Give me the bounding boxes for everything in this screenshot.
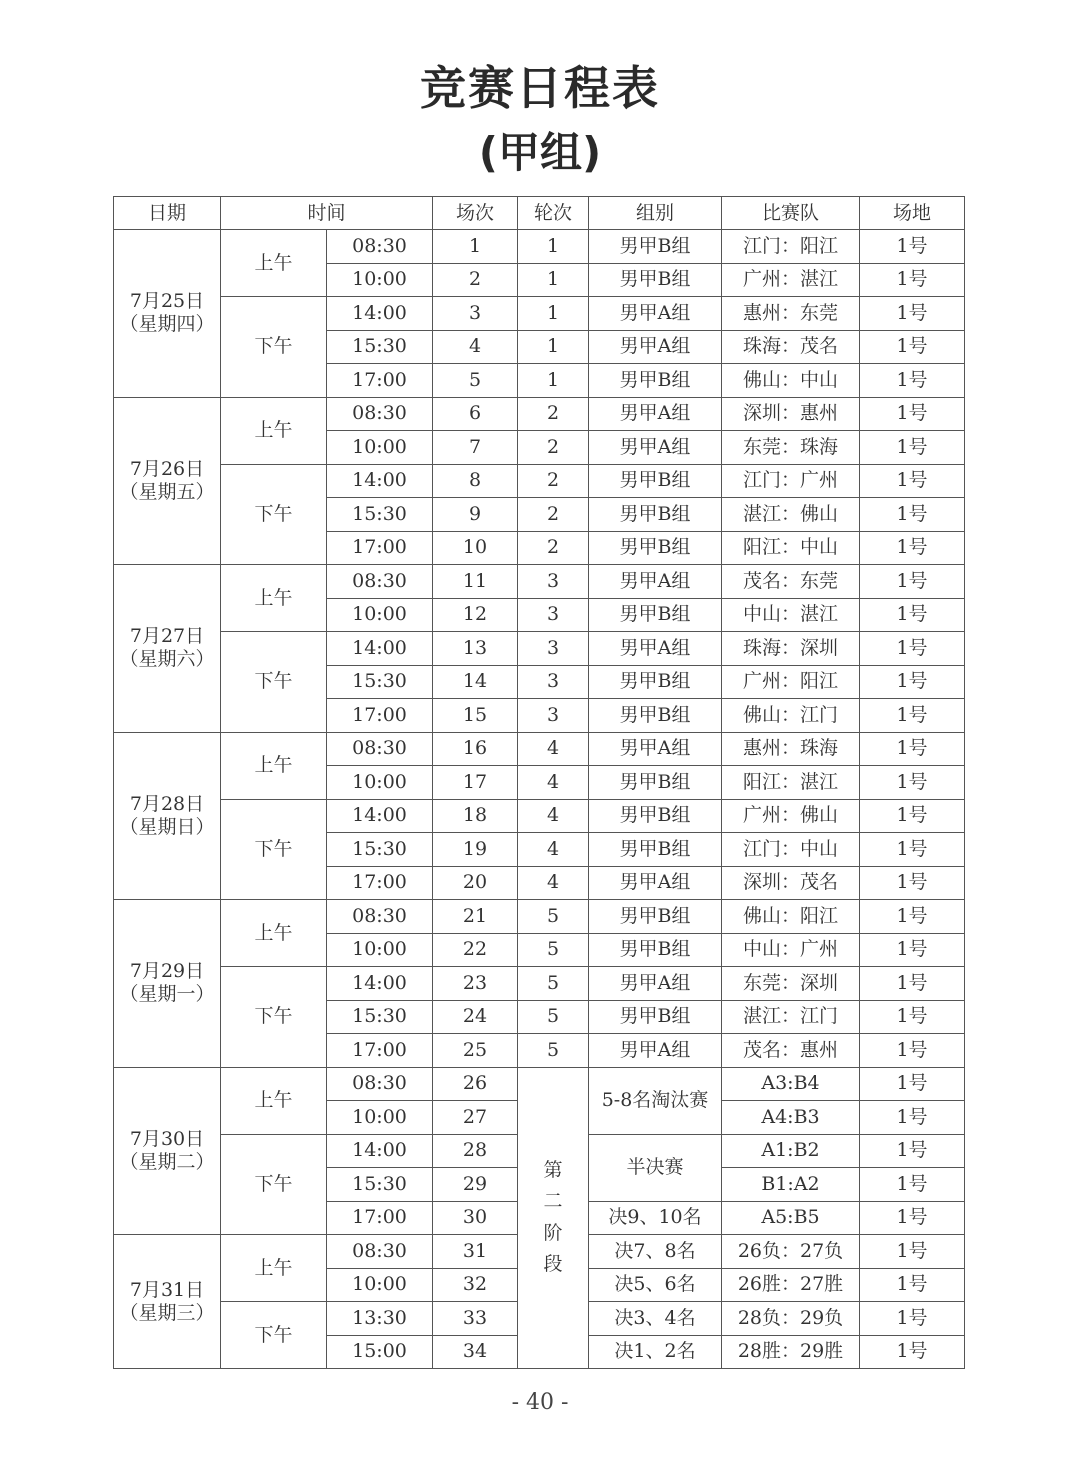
match-group: 5-8名淘汰赛: [589, 1067, 722, 1134]
match-group: 男甲A组: [589, 866, 722, 900]
date-label: 7月26日: [129, 457, 205, 480]
match-teams: 28胜：29胜: [722, 1335, 860, 1369]
header-venue: 场地: [860, 197, 965, 230]
match-time: 08:30: [327, 230, 433, 264]
match-round: 2: [518, 464, 589, 498]
match-time: 10:00: [327, 933, 433, 967]
match-number: 22: [433, 933, 518, 967]
match-teams: B1:A2: [722, 1168, 860, 1202]
match-teams: 珠海：茂名: [722, 330, 860, 364]
match-round: 3: [518, 699, 589, 733]
table-row: [114, 799, 965, 833]
match-venue: 1号: [860, 364, 965, 398]
match-time: 08:30: [327, 1067, 433, 1101]
match-venue: 1号: [860, 498, 965, 532]
match-group: 决1、2名: [589, 1335, 722, 1369]
match-number: 16: [433, 732, 518, 766]
date-label: 7月25日: [129, 290, 205, 313]
match-time: 15:30: [327, 330, 433, 364]
period-pm: 下午: [221, 967, 327, 1068]
match-venue: 1号: [860, 732, 965, 766]
date-cell: [114, 900, 221, 1068]
period-am: 上午: [221, 397, 327, 464]
match-number: 9: [433, 498, 518, 532]
match-time: 08:30: [327, 900, 433, 934]
match-venue: 1号: [860, 1168, 965, 1202]
match-group: 男甲B组: [589, 665, 722, 699]
page-number: - 40 -: [511, 1390, 569, 1415]
period-am: 上午: [221, 732, 327, 799]
match-time: 15:30: [327, 498, 433, 532]
match-number: 33: [433, 1302, 518, 1336]
match-venue: 1号: [860, 230, 965, 264]
weekday-label: （星期六）: [119, 648, 215, 671]
match-venue: 1号: [860, 565, 965, 599]
match-round: 5: [518, 1000, 589, 1034]
match-number: 21: [433, 900, 518, 934]
match-venue: 1号: [860, 833, 965, 867]
match-teams: 广州：湛江: [722, 263, 860, 297]
match-venue: 1号: [860, 1335, 965, 1369]
period-am: 上午: [221, 230, 327, 297]
match-group: 男甲B组: [589, 1000, 722, 1034]
match-time: 17:00: [327, 1201, 433, 1235]
date-label: 7月27日: [129, 625, 205, 648]
period-am: 上午: [221, 565, 327, 632]
header-match-no: 场次: [433, 197, 518, 230]
match-number: 10: [433, 531, 518, 565]
match-teams: 茂名：东莞: [722, 565, 860, 599]
match-group: 男甲B组: [589, 531, 722, 565]
period-pm: 下午: [221, 464, 327, 565]
match-time: 10:00: [327, 431, 433, 465]
match-time: 15:30: [327, 1000, 433, 1034]
match-group: 半决赛: [589, 1134, 722, 1201]
match-time: 15:30: [327, 1168, 433, 1202]
period-pm: 下午: [221, 297, 327, 398]
match-round: 5: [518, 967, 589, 1001]
match-number: 2: [433, 263, 518, 297]
match-venue: 1号: [860, 397, 965, 431]
match-number: 3: [433, 297, 518, 331]
schedule-table: [113, 196, 965, 1369]
match-teams: 26负：27负: [722, 1235, 860, 1269]
match-venue: 1号: [860, 699, 965, 733]
match-group: 男甲A组: [589, 330, 722, 364]
match-number: 12: [433, 598, 518, 632]
match-venue: 1号: [860, 1034, 965, 1068]
match-venue: 1号: [860, 464, 965, 498]
match-teams: A5:B5: [722, 1201, 860, 1235]
match-number: 23: [433, 967, 518, 1001]
date-label: 7月28日: [129, 792, 205, 815]
match-venue: 1号: [860, 1302, 965, 1336]
match-round: 5: [518, 1034, 589, 1068]
match-time: 14:00: [327, 632, 433, 666]
match-venue: 1号: [860, 1101, 965, 1135]
match-number: 1: [433, 230, 518, 264]
match-teams: 惠州：珠海: [722, 732, 860, 766]
match-group: 男甲B组: [589, 498, 722, 532]
table-row: [114, 967, 965, 1001]
match-round: 4: [518, 732, 589, 766]
match-round: 1: [518, 364, 589, 398]
match-round: 1: [518, 230, 589, 264]
match-time: 17:00: [327, 364, 433, 398]
period-pm: 下午: [221, 1302, 327, 1369]
date-cell: [114, 732, 221, 900]
match-venue: 1号: [860, 900, 965, 934]
match-teams: 26胜：27胜: [722, 1268, 860, 1302]
match-time: 17:00: [327, 1034, 433, 1068]
table-row: [114, 632, 965, 666]
match-venue: 1号: [860, 1201, 965, 1235]
match-teams: 江门：广州: [722, 464, 860, 498]
match-teams: A4:B3: [722, 1101, 860, 1135]
match-group: 男甲A组: [589, 397, 722, 431]
date-cell: [114, 1235, 221, 1369]
match-number: 6: [433, 397, 518, 431]
match-number: 27: [433, 1101, 518, 1135]
table-row: [114, 464, 965, 498]
weekday-label: （星期三）: [119, 1301, 215, 1324]
match-round: 2: [518, 531, 589, 565]
match-number: 13: [433, 632, 518, 666]
match-venue: 1号: [860, 263, 965, 297]
match-group: 男甲B组: [589, 900, 722, 934]
period-am: 上午: [221, 1235, 327, 1302]
match-group: 男甲B组: [589, 699, 722, 733]
match-teams: 阳江：湛江: [722, 766, 860, 800]
match-venue: 1号: [860, 632, 965, 666]
match-number: 15: [433, 699, 518, 733]
match-round: 4: [518, 766, 589, 800]
header-time: 时间: [221, 197, 433, 230]
match-group: 男甲B组: [589, 263, 722, 297]
header-round: 轮次: [518, 197, 589, 230]
stage-two-label: [518, 1067, 589, 1369]
match-venue: 1号: [860, 665, 965, 699]
match-number: 25: [433, 1034, 518, 1068]
match-venue: 1号: [860, 330, 965, 364]
match-time: 08:30: [327, 732, 433, 766]
match-number: 29: [433, 1168, 518, 1202]
header-teams: 比赛队: [722, 197, 860, 230]
match-teams: 佛山：中山: [722, 364, 860, 398]
table-row: [114, 230, 965, 264]
match-venue: 1号: [860, 866, 965, 900]
match-number: 31: [433, 1235, 518, 1269]
weekday-label: （星期一）: [119, 983, 215, 1006]
table-row: [114, 732, 965, 766]
page-subtitle: (甲组): [478, 128, 602, 177]
match-group: 决7、8名: [589, 1235, 722, 1269]
table-row: [114, 397, 965, 431]
date-label: 7月29日: [129, 960, 205, 983]
match-time: 10:00: [327, 263, 433, 297]
stage-char: 第: [543, 1159, 563, 1182]
match-number: 18: [433, 799, 518, 833]
match-teams: 湛江：佛山: [722, 498, 860, 532]
match-number: 19: [433, 833, 518, 867]
match-teams: 28负：29负: [722, 1302, 860, 1336]
match-round: 5: [518, 933, 589, 967]
match-round: 4: [518, 833, 589, 867]
match-number: 30: [433, 1201, 518, 1235]
match-round: 5: [518, 900, 589, 934]
match-group: 男甲A组: [589, 297, 722, 331]
match-time: 17:00: [327, 866, 433, 900]
weekday-label: （星期四）: [119, 313, 215, 336]
match-time: 14:00: [327, 464, 433, 498]
match-round: 1: [518, 297, 589, 331]
match-time: 08:30: [327, 1235, 433, 1269]
match-number: 7: [433, 431, 518, 465]
match-venue: 1号: [860, 1067, 965, 1101]
match-number: 5: [433, 364, 518, 398]
match-teams: 阳江：中山: [722, 531, 860, 565]
match-venue: 1号: [860, 1235, 965, 1269]
period-am: 上午: [221, 1067, 327, 1134]
match-group: 决3、4名: [589, 1302, 722, 1336]
table-row: [114, 900, 965, 934]
match-venue: 1号: [860, 598, 965, 632]
period-pm: 下午: [221, 1134, 327, 1235]
match-venue: 1号: [860, 531, 965, 565]
match-time: 14:00: [327, 297, 433, 331]
match-group: 男甲B组: [589, 464, 722, 498]
match-number: 8: [433, 464, 518, 498]
match-group: 决5、6名: [589, 1268, 722, 1302]
weekday-label: （星期五）: [119, 480, 215, 503]
match-group: 男甲B组: [589, 799, 722, 833]
match-teams: 广州：阳江: [722, 665, 860, 699]
match-teams: 湛江：江门: [722, 1000, 860, 1034]
match-venue: 1号: [860, 1000, 965, 1034]
period-am: 上午: [221, 900, 327, 967]
match-teams: 中山：湛江: [722, 598, 860, 632]
match-number: 11: [433, 565, 518, 599]
match-group: 男甲A组: [589, 1034, 722, 1068]
date-label: 7月30日: [129, 1127, 205, 1150]
match-group: 决9、10名: [589, 1201, 722, 1235]
match-time: 10:00: [327, 1101, 433, 1135]
match-teams: 东莞：深圳: [722, 967, 860, 1001]
match-round: 3: [518, 632, 589, 666]
match-number: 32: [433, 1268, 518, 1302]
match-time: 08:30: [327, 565, 433, 599]
page-title: 竞赛日程表: [420, 61, 660, 115]
match-venue: 1号: [860, 297, 965, 331]
match-time: 15:30: [327, 665, 433, 699]
match-teams: A1:B2: [722, 1134, 860, 1168]
match-teams: 珠海：深圳: [722, 632, 860, 666]
match-teams: 中山：广州: [722, 933, 860, 967]
match-round: 3: [518, 665, 589, 699]
match-group: 男甲B组: [589, 933, 722, 967]
match-number: 34: [433, 1335, 518, 1369]
header-row: [114, 197, 965, 230]
match-group: 男甲B组: [589, 230, 722, 264]
match-group: 男甲A组: [589, 632, 722, 666]
match-round: 3: [518, 565, 589, 599]
match-group: 男甲A组: [589, 431, 722, 465]
match-time: 17:00: [327, 699, 433, 733]
match-venue: 1号: [860, 1134, 965, 1168]
date-cell: [114, 565, 221, 733]
match-number: 20: [433, 866, 518, 900]
match-venue: 1号: [860, 431, 965, 465]
match-venue: 1号: [860, 799, 965, 833]
match-teams: 茂名：惠州: [722, 1034, 860, 1068]
match-round: 2: [518, 397, 589, 431]
match-teams: 深圳：惠州: [722, 397, 860, 431]
match-number: 24: [433, 1000, 518, 1034]
match-time: 15:30: [327, 833, 433, 867]
match-time: 17:00: [327, 531, 433, 565]
match-teams: 江门：阳江: [722, 230, 860, 264]
date-cell: [114, 230, 221, 398]
match-group: 男甲B组: [589, 833, 722, 867]
match-time: 14:00: [327, 799, 433, 833]
header-date: 日期: [114, 197, 221, 230]
match-round: 1: [518, 330, 589, 364]
match-venue: 1号: [860, 933, 965, 967]
stage-char: 二: [543, 1190, 563, 1213]
match-time: 10:00: [327, 1268, 433, 1302]
match-venue: 1号: [860, 967, 965, 1001]
match-time: 14:00: [327, 967, 433, 1001]
stage-char: 段: [543, 1253, 563, 1276]
match-time: 10:00: [327, 766, 433, 800]
match-time: 15:00: [327, 1335, 433, 1369]
match-group: 男甲B组: [589, 766, 722, 800]
match-time: 10:00: [327, 598, 433, 632]
match-teams: 广州：佛山: [722, 799, 860, 833]
match-number: 4: [433, 330, 518, 364]
match-time: 13:30: [327, 1302, 433, 1336]
match-venue: 1号: [860, 1268, 965, 1302]
match-round: 2: [518, 431, 589, 465]
match-group: 男甲B组: [589, 364, 722, 398]
match-group: 男甲A组: [589, 732, 722, 766]
match-round: 3: [518, 598, 589, 632]
match-group: 男甲A组: [589, 967, 722, 1001]
weekday-label: （星期二）: [119, 1150, 215, 1173]
table-row: [114, 297, 965, 331]
match-teams: 惠州：东莞: [722, 297, 860, 331]
date-cell: [114, 397, 221, 565]
period-pm: 下午: [221, 632, 327, 733]
header-group: 组别: [589, 197, 722, 230]
match-round: 4: [518, 799, 589, 833]
match-time: 14:00: [327, 1134, 433, 1168]
stage-char: 阶: [543, 1221, 563, 1244]
date-label: 7月31日: [129, 1278, 205, 1301]
match-teams: A3:B4: [722, 1067, 860, 1101]
match-round: 2: [518, 498, 589, 532]
match-number: 28: [433, 1134, 518, 1168]
match-number: 26: [433, 1067, 518, 1101]
match-venue: 1号: [860, 766, 965, 800]
match-number: 17: [433, 766, 518, 800]
match-group: 男甲B组: [589, 598, 722, 632]
table-row: [114, 1067, 965, 1101]
match-time: 08:30: [327, 397, 433, 431]
match-teams: 佛山：阳江: [722, 900, 860, 934]
match-group: 男甲A组: [589, 565, 722, 599]
date-cell: [114, 1067, 221, 1235]
match-round: 4: [518, 866, 589, 900]
match-number: 14: [433, 665, 518, 699]
table-row: [114, 565, 965, 599]
match-teams: 佛山：江门: [722, 699, 860, 733]
match-teams: 江门：中山: [722, 833, 860, 867]
match-round: 1: [518, 263, 589, 297]
match-teams: 深圳：茂名: [722, 866, 860, 900]
weekday-label: （星期日）: [119, 815, 215, 838]
period-pm: 下午: [221, 799, 327, 900]
match-teams: 东莞：珠海: [722, 431, 860, 465]
